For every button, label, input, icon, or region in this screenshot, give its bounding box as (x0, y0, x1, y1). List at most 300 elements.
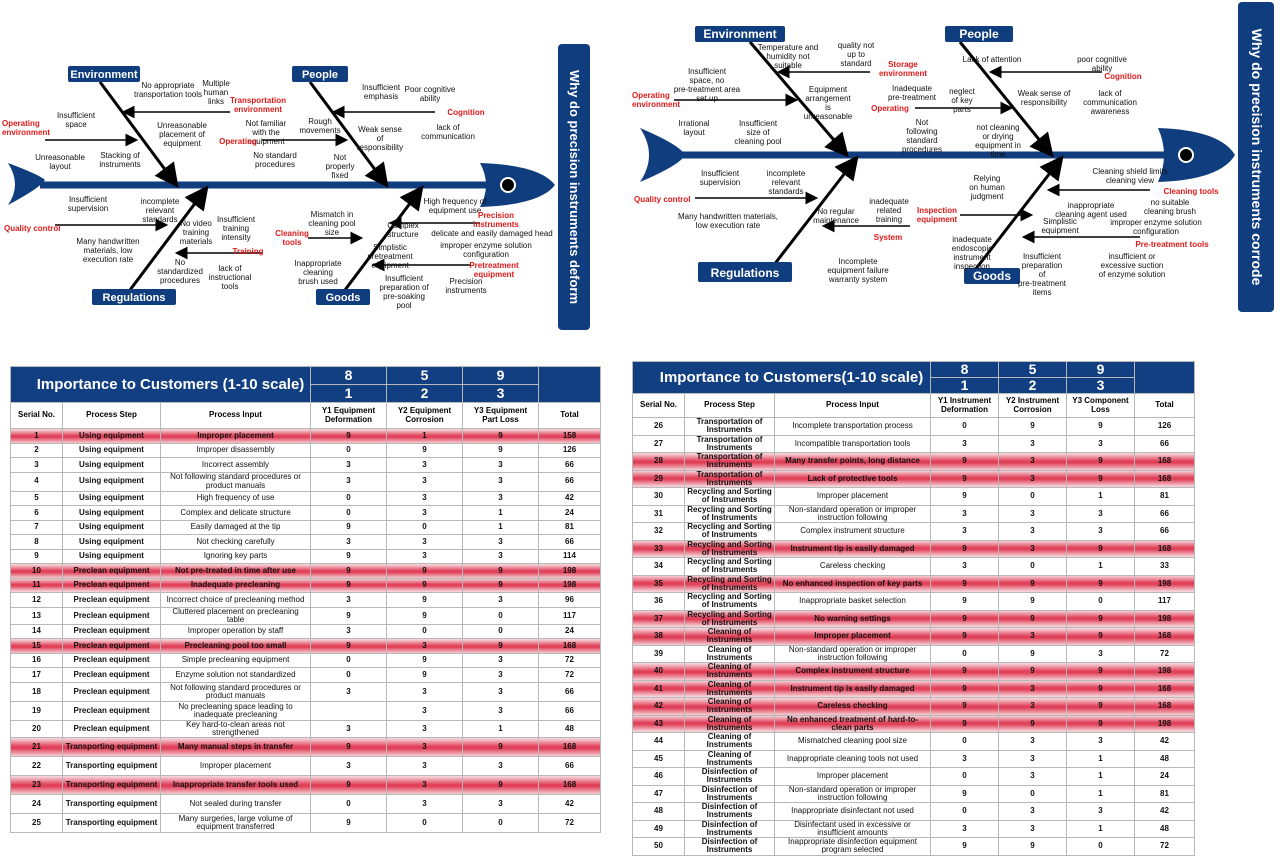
cause-excessive-suction: insufficient or excessive suction of enzyme solution (1098, 252, 1166, 279)
col-y3: Y3 Equipment Part Loss (463, 403, 539, 429)
cause-not-cleaning: not cleaning or drying equipment in time (975, 123, 1021, 159)
weight-y3: 9 (1067, 362, 1135, 378)
cell-input: Not pre-treated in time after use (161, 564, 311, 579)
cause-not-familiar: Not familiar with the equipment (245, 119, 287, 146)
cell-total: 168 (1135, 680, 1195, 698)
cell-input: Many transfer points, long distance (775, 453, 931, 471)
cell-y1: 3 (931, 820, 999, 838)
table-row (633, 470, 1195, 488)
cell-total: 168 (1135, 470, 1195, 488)
cell-total: 81 (1135, 488, 1195, 506)
table-row (11, 578, 601, 593)
cell-step: Transporting equipment (63, 776, 161, 795)
table-row (633, 488, 1195, 506)
table-row (11, 701, 601, 720)
cell-n: 33 (633, 540, 685, 558)
cause-weak-sense: Weak sense of responsibility (356, 125, 404, 152)
cell-total: 72 (1135, 645, 1195, 663)
cell-step: Using equipment (63, 429, 161, 444)
cell-n: 42 (633, 698, 685, 716)
cell-y1: 9 (931, 715, 999, 733)
cell-step: Recycling and Sorting of Instruments (685, 488, 775, 506)
cell-y1: 9 (931, 453, 999, 471)
cell-input: Complex and delicate structure (161, 506, 311, 521)
table-row (11, 668, 601, 683)
cell-y1: 0 (311, 653, 387, 668)
cell-total: 117 (539, 607, 601, 624)
cell-y2: 9 (387, 653, 463, 668)
cause-precision-instr: Precision instruments (473, 211, 519, 229)
cell-n: 48 (633, 803, 685, 821)
cell-input: Inadequate precleaning (161, 578, 311, 593)
cause-unreasonable-layout: Unreasonable layout (35, 153, 85, 171)
fish-eye (1179, 148, 1193, 162)
category-people: People (959, 27, 999, 41)
cell-y3: 3 (1067, 435, 1135, 453)
col-y2: Y2 Equipment Corrosion (387, 403, 463, 429)
cell-n: 41 (633, 680, 685, 698)
cause-inappropriate-agent: inappropriate cleaning agent used (1055, 201, 1127, 219)
cell-y1: 0 (311, 443, 387, 458)
cell-y3: 3 (463, 653, 539, 668)
cell-n: 44 (633, 733, 685, 751)
table-row (633, 715, 1195, 733)
cause-handwritten: Many handwritten materials, low execution rate (76, 237, 140, 264)
cell-n: 4 (11, 472, 63, 491)
cause-training: Training (232, 247, 264, 256)
cell-y2: 0 (999, 785, 1067, 803)
cell-step: Preclean equipment (63, 653, 161, 668)
cell-y3: 9 (1067, 628, 1135, 646)
cell-y2: 3 (387, 472, 463, 491)
category-goods: Goods (325, 292, 361, 304)
col-num-3: 3 (463, 385, 539, 403)
table-row (11, 549, 601, 564)
cell-input: Inappropriate disinfectant not used (775, 803, 931, 821)
table-row (11, 535, 601, 550)
cell-input: No enhanced treatment of hard-to-clean parts (775, 715, 931, 733)
cell-step: Transporting equipment (63, 814, 161, 833)
cell-input: Non-standard operation or improper instruction following (775, 505, 931, 523)
cause-quality-control: Quality control (4, 224, 61, 233)
cell-y2: 3 (999, 505, 1067, 523)
cell-y2: 9 (387, 607, 463, 624)
cause-lack-attention: Lack of attention (962, 55, 1022, 64)
cell-y1: 0 (931, 768, 999, 786)
cell-total: 81 (1135, 785, 1195, 803)
cell-total: 66 (1135, 505, 1195, 523)
fish-head (1158, 128, 1235, 182)
cell-total: 48 (1135, 750, 1195, 768)
cell-y3: 3 (1067, 523, 1135, 541)
cell-step: Preclean equipment (63, 720, 161, 737)
cell-step: Disinfection of Instruments (685, 838, 775, 856)
cell-n: 20 (11, 720, 63, 737)
cell-y1: 9 (931, 698, 999, 716)
cell-y1: 0 (931, 803, 999, 821)
col-num-1: 1 (311, 385, 387, 403)
cell-y1: 9 (311, 549, 387, 564)
cell-y3: 9 (463, 578, 539, 593)
cause-not-following: Not following standard procedures (901, 118, 943, 154)
col-total: Total (1135, 394, 1195, 418)
cell-n: 39 (633, 645, 685, 663)
col-step: Process Step (685, 394, 775, 418)
table-row (633, 750, 1195, 768)
weight-y1: 8 (931, 362, 999, 378)
fishbone-corrode (630, 0, 1280, 320)
cause-transport-env: Transportation environment (229, 96, 287, 114)
cell-input: Improper placement (161, 757, 311, 776)
cell-y2: 3 (999, 435, 1067, 453)
cell-y3: 1 (463, 720, 539, 737)
cell-y1: 3 (311, 624, 387, 639)
table-row (633, 785, 1195, 803)
table-row (633, 645, 1195, 663)
cell-y3: 1 (463, 520, 539, 535)
cell-y1: 9 (931, 610, 999, 628)
cell-step: Preclean equipment (63, 578, 161, 593)
cell-n: 8 (11, 535, 63, 550)
cell-total: 33 (1135, 558, 1195, 576)
category-environment: Environment (703, 27, 777, 41)
cell-total: 42 (1135, 803, 1195, 821)
cell-total: 96 (539, 593, 601, 608)
cell-y2: 3 (387, 682, 463, 701)
table-title: Importance to Customers (1-10 scale) (11, 367, 311, 403)
cell-input: Careless checking (775, 698, 931, 716)
category-people: People (301, 69, 339, 81)
cause-insufficient-supervision: Insufficient supervision (67, 195, 109, 213)
cell-step: Using equipment (63, 491, 161, 506)
cell-y1: 9 (311, 639, 387, 654)
cell-y2: 9 (387, 593, 463, 608)
cell-n: 27 (633, 435, 685, 453)
cell-n: 21 (11, 738, 63, 757)
cell-y2: 3 (387, 491, 463, 506)
col-num-1: 1 (931, 378, 999, 394)
cause-not-fixed: Not properly fixed (325, 153, 355, 180)
cause-incomplete-std: incomplete relevant standards (766, 169, 806, 196)
table-row (11, 738, 601, 757)
cell-step: Preclean equipment (63, 682, 161, 701)
table-row (633, 523, 1195, 541)
cause-cleaning-tools: Cleaning tools (1163, 187, 1219, 196)
cell-y3: 9 (1067, 470, 1135, 488)
cell-y2: 3 (387, 506, 463, 521)
cell-y3: 3 (1067, 645, 1135, 663)
cell-step: Transportation of Instruments (685, 453, 775, 471)
cell-y1 (311, 701, 387, 720)
cell-y3: 9 (1067, 418, 1135, 436)
cell-step: Transporting equipment (63, 738, 161, 757)
table-row (11, 491, 601, 506)
cell-step: Transportation of Instruments (685, 418, 775, 436)
cell-n: 32 (633, 523, 685, 541)
table-row (11, 458, 601, 473)
cell-y2: 3 (387, 738, 463, 757)
cell-n: 37 (633, 610, 685, 628)
cell-y3: 3 (463, 491, 539, 506)
cell-y3: 3 (463, 701, 539, 720)
cell-total: 72 (539, 814, 601, 833)
table-row (633, 505, 1195, 523)
cell-y3: 9 (1067, 680, 1135, 698)
cause-complex-struct: Complex structure (387, 221, 419, 239)
cell-y2: 9 (999, 838, 1067, 856)
cell-y1: 9 (931, 470, 999, 488)
cell-n: 47 (633, 785, 685, 803)
table-row (633, 540, 1195, 558)
cell-input: Not following standard procedures or product manuals (161, 682, 311, 701)
cell-y2: 0 (387, 814, 463, 833)
cell-step: Using equipment (63, 520, 161, 535)
cell-y3: 3 (463, 593, 539, 608)
table-title: Importance to Customers(1-10 scale) (633, 362, 931, 394)
cell-y3: 3 (463, 682, 539, 701)
table-row (633, 575, 1195, 593)
cell-total: 198 (1135, 575, 1195, 593)
cause-handwritten: Many handwritten materials, low execution rate (677, 212, 779, 230)
cause-storage-env: Storage environment (878, 60, 928, 78)
cell-step: Cleaning of Instruments (685, 715, 775, 733)
cause-insufficient-emphasis: Insufficient emphasis (361, 83, 401, 101)
cell-step: Disinfection of Instruments (685, 820, 775, 838)
cell-total: 24 (1135, 768, 1195, 786)
cell-y2: 3 (999, 523, 1067, 541)
cell-total: 66 (539, 701, 601, 720)
cell-n: 49 (633, 820, 685, 838)
table-row (11, 520, 601, 535)
cell-total: 66 (1135, 523, 1195, 541)
cell-y1: 3 (311, 593, 387, 608)
cell-total: 168 (1135, 540, 1195, 558)
cell-y1: 0 (311, 668, 387, 683)
cause-insufficient-space: Insufficient space (56, 111, 96, 129)
cell-n: 2 (11, 443, 63, 458)
cell-n: 29 (633, 470, 685, 488)
cell-y3: 3 (1067, 505, 1135, 523)
cell-step: Preclean equipment (63, 668, 161, 683)
cause-lack-comm: lack of communication (421, 123, 475, 141)
cell-total: 168 (539, 776, 601, 795)
fish-eye (501, 178, 515, 192)
cell-input: Enzyme solution not standardized (161, 668, 311, 683)
cell-input: Improper placement (161, 429, 311, 444)
cell-step: Disinfection of Instruments (685, 768, 775, 786)
table-row (11, 682, 601, 701)
weight-y2: 5 (999, 362, 1067, 378)
cell-y3: 0 (463, 607, 539, 624)
cell-y1: 9 (311, 578, 387, 593)
cell-total: 126 (539, 443, 601, 458)
cell-y3: 3 (463, 535, 539, 550)
cell-y3: 9 (1067, 715, 1135, 733)
cause-inadequate-training: inadequate related training (869, 197, 909, 224)
cell-input: Improper placement (775, 628, 931, 646)
cell-step: Transporting equipment (63, 757, 161, 776)
cell-y2: 3 (999, 628, 1067, 646)
table-row (633, 680, 1195, 698)
cell-y3: 1 (1067, 750, 1135, 768)
cell-step: Using equipment (63, 549, 161, 564)
cell-n: 50 (633, 838, 685, 856)
cell-y2: 9 (999, 663, 1067, 681)
table-row (11, 443, 601, 458)
cause-poor-cognitive: poor cognitive ability (1077, 55, 1127, 73)
col-serial: Serial No. (11, 403, 63, 429)
col-num-2: 2 (387, 385, 463, 403)
cell-y2: 9 (387, 578, 463, 593)
cell-y1: 9 (311, 607, 387, 624)
cell-total: 168 (539, 738, 601, 757)
cell-input: Mismatched cleaning pool size (775, 733, 931, 751)
cell-total: 81 (539, 520, 601, 535)
cause-neglect-key: neglect of key parts (949, 87, 975, 114)
cause-no-video: No video training materials (179, 219, 213, 246)
cell-y1: 0 (311, 491, 387, 506)
cell-step: Preclean equipment (63, 701, 161, 720)
cause-cognition: Cognition (1104, 72, 1142, 81)
cell-total: 158 (539, 429, 601, 444)
fishbone-head-label: Why do precision instruments corrode (1249, 28, 1265, 286)
cause-no-std-proc2: No standardized procedures (157, 258, 203, 285)
table-row (633, 768, 1195, 786)
weight-y3: 9 (463, 367, 539, 385)
cause-insufficient-prep: Insufficient preparation of pre-treatment items (1017, 252, 1067, 297)
cell-y1: 9 (931, 785, 999, 803)
cell-input: Improper placement (775, 488, 931, 506)
cell-y3: 3 (463, 549, 539, 564)
table-row (633, 453, 1195, 471)
cell-step: Preclean equipment (63, 624, 161, 639)
table-row (633, 593, 1195, 611)
cell-n: 31 (633, 505, 685, 523)
cell-y3: 9 (1067, 540, 1135, 558)
cell-n: 11 (11, 578, 63, 593)
cause-temp-humidity: Temperature and humidity not suitable (757, 43, 819, 70)
cell-y1: 9 (311, 814, 387, 833)
cell-input: Inappropriate transfer tools used (161, 776, 311, 795)
cause-unreasonable-placement: Unreasonable placement of equipment (157, 121, 207, 148)
cell-total: 66 (539, 757, 601, 776)
cell-total: 72 (539, 653, 601, 668)
cell-y2: 3 (387, 720, 463, 737)
cell-y3: 9 (1067, 575, 1135, 593)
cell-y1: 3 (931, 435, 999, 453)
cell-n: 1 (11, 429, 63, 444)
cell-step: Transportation of Instruments (685, 470, 775, 488)
cell-input: Non-standard operation or improper instruction following (775, 785, 931, 803)
cell-input: Easily damaged at the tip (161, 520, 311, 535)
cell-step: Recycling and Sorting of Instruments (685, 558, 775, 576)
cell-step: Using equipment (63, 535, 161, 550)
cell-y2: 3 (999, 733, 1067, 751)
cell-step: Using equipment (63, 458, 161, 473)
cell-n: 25 (11, 814, 63, 833)
cell-input: No warning settings (775, 610, 931, 628)
cell-y1: 0 (931, 418, 999, 436)
cell-step: Preclean equipment (63, 564, 161, 579)
table-row (633, 820, 1195, 838)
cell-y1: 9 (311, 564, 387, 579)
col-num-2: 2 (999, 378, 1067, 394)
cause-rough: Rough movements (299, 117, 341, 135)
cell-input: Incomplete transportation process (775, 418, 931, 436)
cell-total: 66 (539, 472, 601, 491)
category-regulations: Regulations (102, 292, 166, 304)
category-environment: Environment (70, 69, 138, 81)
cause-delicate-head: delicate and easily damaged head (431, 229, 553, 238)
cause-equipment-arr: Equipment arrangement is unreasonable (803, 85, 853, 121)
cell-input: No precleaning space leading to inadequate precleaning (161, 701, 311, 720)
cell-total: 126 (1135, 418, 1195, 436)
cell-n: 30 (633, 488, 685, 506)
cell-n: 16 (11, 653, 63, 668)
cell-input: Key hard-to-clean areas not strengthened (161, 720, 311, 737)
cell-y1: 0 (311, 795, 387, 814)
cell-n: 12 (11, 593, 63, 608)
cell-y2: 3 (387, 639, 463, 654)
cell-y1: 3 (931, 505, 999, 523)
cell-step: Preclean equipment (63, 639, 161, 654)
cell-y2: 3 (999, 803, 1067, 821)
table-row (11, 506, 601, 521)
cell-total: 168 (539, 639, 601, 654)
cell-y2: 9 (999, 593, 1067, 611)
cell-y3: 9 (1067, 453, 1135, 471)
cell-y3: 1 (1067, 488, 1135, 506)
cell-n: 28 (633, 453, 685, 471)
cell-n: 17 (11, 668, 63, 683)
cell-y3: 1 (1067, 558, 1135, 576)
table-row (11, 795, 601, 814)
cause-incomplete-std: incomplete relevant standards (140, 197, 180, 224)
cell-y2: 3 (999, 820, 1067, 838)
cell-n: 36 (633, 593, 685, 611)
table-row (633, 838, 1195, 856)
cell-total: 72 (539, 668, 601, 683)
table-row (633, 418, 1195, 436)
cell-step: Disinfection of Instruments (685, 803, 775, 821)
cell-total: 42 (1135, 733, 1195, 751)
cell-n: 35 (633, 575, 685, 593)
cell-y2: 9 (387, 443, 463, 458)
cell-y3: 3 (463, 795, 539, 814)
cell-y2: 3 (999, 680, 1067, 698)
cell-input: Not checking carefully (161, 535, 311, 550)
col-y2: Y2 Instrument Corrosion (999, 394, 1067, 418)
cell-input: Improper operation by staff (161, 624, 311, 639)
table-row (633, 803, 1195, 821)
cell-total: 42 (539, 795, 601, 814)
cell-step: Recycling and Sorting of Instruments (685, 505, 775, 523)
cell-n: 45 (633, 750, 685, 768)
cell-y2: 9 (387, 668, 463, 683)
cell-input: Inappropriate disinfection equipment program selected (775, 838, 931, 856)
cell-y2: 3 (999, 540, 1067, 558)
cell-y2: 3 (999, 698, 1067, 716)
cell-total: 24 (539, 624, 601, 639)
cell-n: 38 (633, 628, 685, 646)
cell-y3: 9 (463, 738, 539, 757)
cell-y2: 3 (387, 795, 463, 814)
cell-step: Cleaning of Instruments (685, 733, 775, 751)
cell-y3: 1 (1067, 768, 1135, 786)
cell-total: 114 (539, 549, 601, 564)
cell-step: Recycling and Sorting of Instruments (685, 610, 775, 628)
category-goods: Goods (973, 269, 1011, 283)
